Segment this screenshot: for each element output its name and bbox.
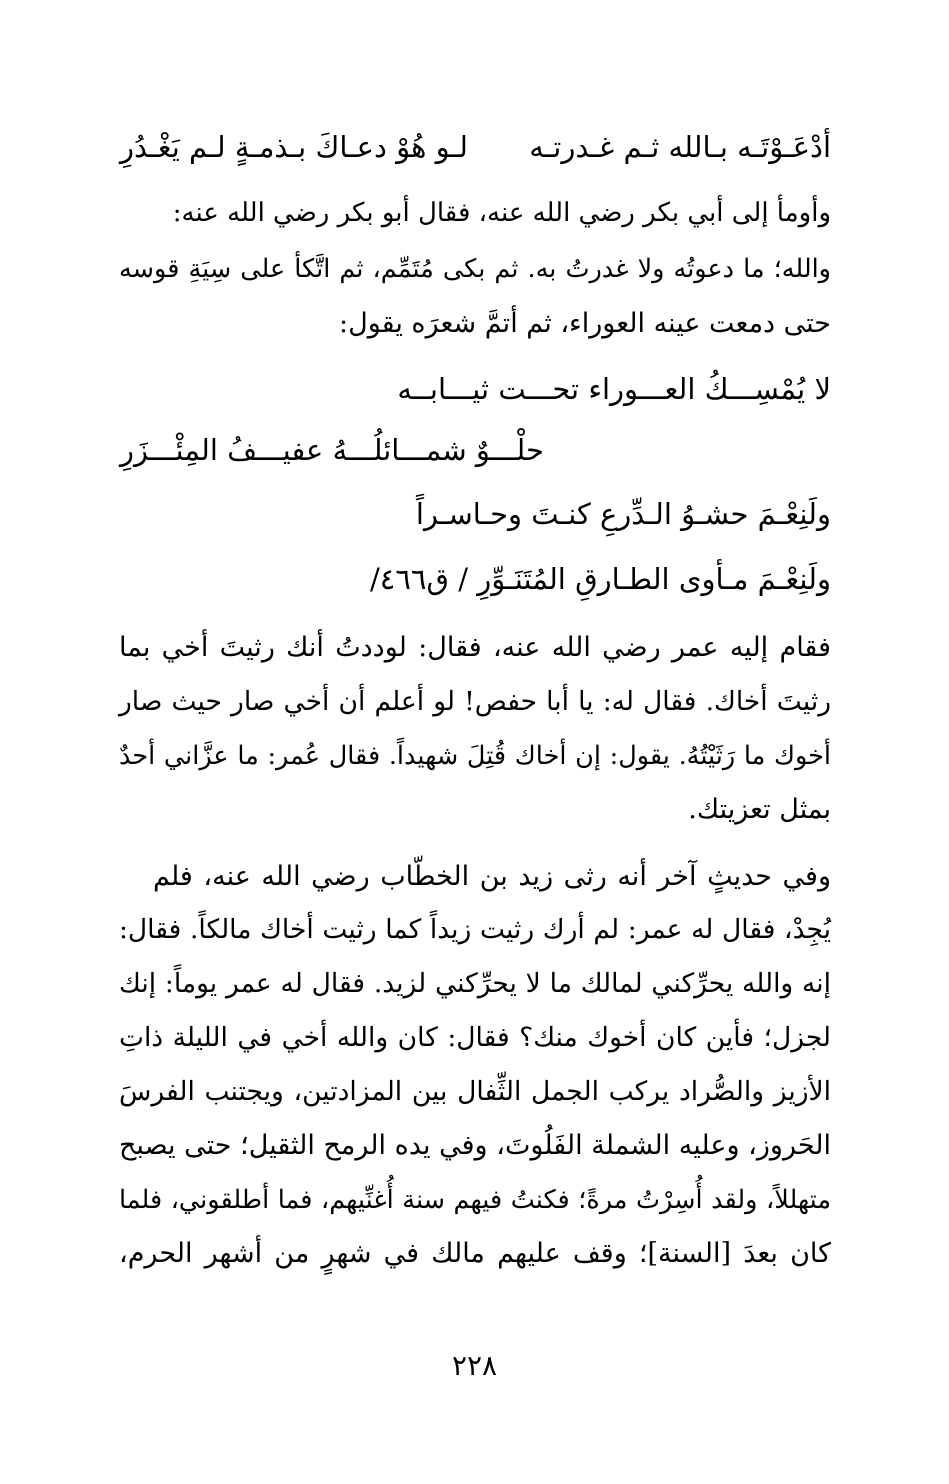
paragraph1-line-1: وأومأ إلى أبي بكر رضي الله عنه، فقال أبو بكر رضي الله عنه: bbox=[172, 198, 831, 228]
poem-line-4: ولَنِعْـمَ مـأوى الطـارقِ المُتَنَـوِّرِ / ق٤٦٦/ bbox=[370, 562, 831, 596]
paragraph2-line-1: فقام إليه عمر رضي الله عنه، فقال: لوددتُ أنك رثيتَ أخي بما bbox=[119, 632, 831, 663]
paragraph3-line-5: الأزيز والصُّراد يركب الجمل الثِّفال بين المزادتين، ويجتنب الفرسَ bbox=[119, 1076, 831, 1107]
paragraph3-line-6: الحَروز، وعليه الشملة الفَلُوتَ، وفي يده الرمح الثقيل؛ حتى يصبح bbox=[119, 1130, 831, 1161]
paragraph3-line-2: يُجِدْ، فقال له عمر: لم أرك رثيت زيداً كما رثيت أخاك مالكاً. فقال: bbox=[119, 914, 831, 945]
poem-line-3: ولَنِعْـمَ حشـوُ الـدِّرعِ كنـتَ وحـاسـراً bbox=[415, 497, 831, 531]
page-number: ٢٢٨ bbox=[451, 1349, 498, 1382]
verse-top-right-hemistich: أدْعَـوْتَـه بـالله ثـم غـدرتـه bbox=[529, 130, 831, 164]
verse-top-left-hemistich: لـو هُوْ دعـاكَ بـذمـةٍ لـم يَغْـدُرِ bbox=[120, 130, 468, 164]
paragraph3-line-7: متهللاً، ولقد أُسِرْتُ مرةً؛ فكنتُ فيهم سنة أُغنِّيهم، فما أطلقوني، فلما bbox=[119, 1185, 831, 1215]
paragraph1-line-3: حتى دمعت عينه العوراء، ثم أتمَّ شعرَه يقول: bbox=[339, 308, 831, 339]
paragraph2-line-2: رثيتَ أخاك. فقال له: يا أبا حفص! لو أعلم أن أخي صار حيث صار bbox=[119, 686, 831, 717]
paragraph3-line-3: إنه والله يحرِّكني لمالك ما لا يحرِّكني لزيد. فقال له عمر يوماً: إنك bbox=[119, 968, 831, 999]
paragraph2-line-3: أخوك ما رَثَيْتُهُ. يقول: إن أخاك قُتِلَ شهيداً. فقال عُمر: ما عزَّاني أحدٌ bbox=[119, 741, 831, 771]
paragraph3-line-1: وفي حديثٍ آخر أنه رثى زيد بن الخطّاب رضي الله عنه، فلم bbox=[153, 861, 831, 892]
paragraph1-line-2: والله؛ ما دعوتُه ولا غدرتُ به. ثم بكى مُتَمِّم، ثم اتَّكأ على سِيَةِ قوسه bbox=[119, 254, 831, 284]
paragraph3-line-4: لجزل؛ فأين كان أخوك منك؟ فقال: كان والله أخي في الليلة ذاتِ bbox=[119, 1022, 831, 1053]
poem-line-1: لا يُمْسِـــكُ العـــوراء تحـــت ثيـــابــه bbox=[397, 372, 831, 406]
poem-line-2: حلْـــوٌ شمـــائلُـــهُ عفيـــفُ المِئْـــزَرِ bbox=[120, 433, 544, 467]
paragraph3-line-8: كان بعدَ [السنة]؛ وقف عليهم مالك في شهرٍ من أشهر الحرم، bbox=[119, 1238, 831, 1269]
paragraph2-line-4: بمثل تعزيتك. bbox=[688, 794, 831, 825]
